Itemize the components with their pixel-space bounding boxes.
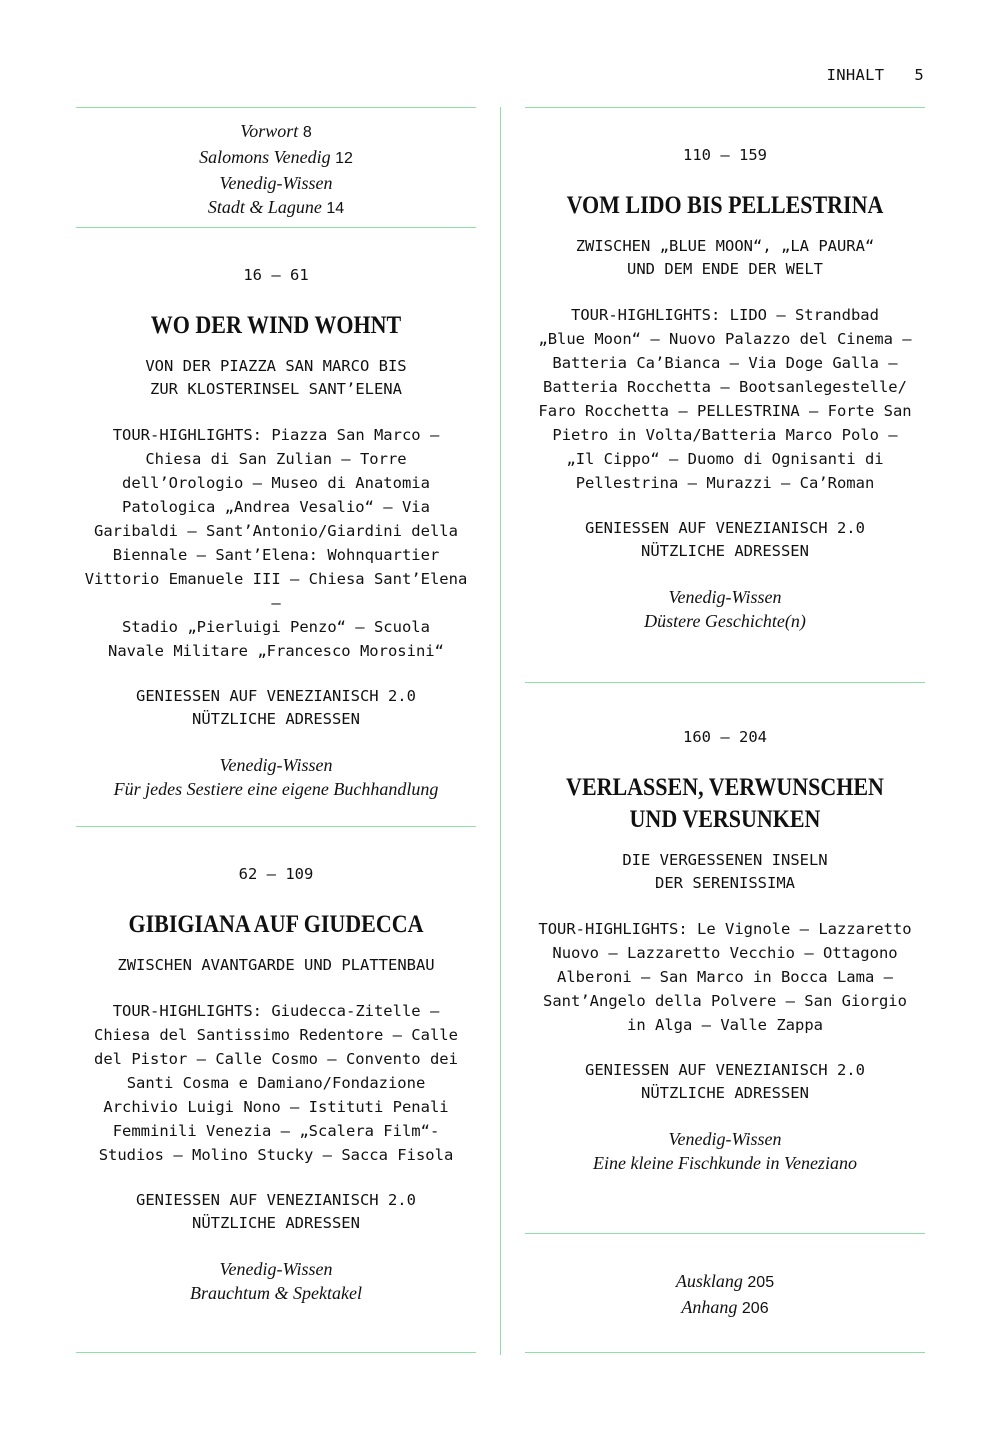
chapter-title[interactable]: VERLASSEN, VERWUNSCHEN UND VERSUNKEN <box>566 774 884 833</box>
chapter-extras: GENIESSEN AUF VENEZIANISCH 2.0 NÜTZLICHE ADRESSEN <box>136 687 416 728</box>
intro-label: Vorwort <box>240 121 299 141</box>
intro-list <box>76 119 476 221</box>
chapter-range: 160 – 204 <box>683 728 767 746</box>
chapter-subtitle: DIE VERGESSENEN INSELN DER SERENISSIMA <box>622 851 828 892</box>
outro-item[interactable] <box>525 1295 925 1321</box>
divider <box>525 1352 925 1353</box>
intro-item[interactable] <box>76 145 476 171</box>
column-divider <box>500 107 501 1355</box>
tour-highlights: TOUR-HIGHLIGHTS: Le Vignole – Lazzaretto Nuovo – Lazzaretto Vecchio – Ottagono Alberoni – San Marco in Bocca Lama – Sant’Angelo della Polvere – San Giorgio in Alga – Valle Zappa <box>538 920 912 1034</box>
intro-label: Venedig-Wissen <box>219 173 333 193</box>
intro-item[interactable] <box>76 195 476 221</box>
tour-highlights: TOUR-HIGHLIGHTS: Giudecca-Zitelle – Chiesa del Santissimo Redentore – Calle del Pistor – Calle Cosmo – Convento dei Santi Cosma e Damiano/Fondazione Archivio Luigi Nono – Istituti Penali Femminili Venezia – „Scalera Film“- Studios – Molino Stucky – Sacca Fisola <box>94 1002 458 1164</box>
intro-item[interactable] <box>76 171 476 195</box>
tour-highlights: TOUR-HIGHLIGHTS: Piazza San Marco – Chiesa di San Zulian – Torre dell’Orologio – Museo di Anatomia Patologica „Andrea Vesalio“ – Via Garibaldi – Sant’Antonio/Giardini della Biennale – Sant’Elena: Wohnquartier Vittorio Emanuele III – Chiesa Sant’Elena – Stadio „Pierluigi Penzo“ – Scuola Navale Militare „Francesco Morosini“ <box>84 426 468 660</box>
chapter-range: 110 – 159 <box>683 146 767 164</box>
chapter-range: 62 – 109 <box>238 865 314 883</box>
outro-page: 206 <box>741 1300 769 1317</box>
chapter-4 <box>525 728 925 1175</box>
outro-page: 205 <box>747 1274 775 1291</box>
intro-label: Stadt & Lagune <box>207 197 322 217</box>
chapter-title[interactable]: VOM LIDO BIS PELLESTRINA <box>566 192 884 219</box>
chapter-range: 16 – 61 <box>243 266 309 284</box>
chapter-2 <box>76 865 476 1305</box>
chapter-title[interactable]: WO DER WIND WOHNT <box>150 312 402 339</box>
intro-item[interactable] <box>76 119 476 145</box>
chapter-extras: GENIESSEN AUF VENEZIANISCH 2.0 NÜTZLICHE ADRESSEN <box>585 519 865 560</box>
outro-label: Anhang <box>681 1297 738 1317</box>
outro-list <box>525 1269 925 1321</box>
wissen-label: Venedig-Wissen <box>219 755 333 775</box>
divider <box>76 227 476 228</box>
intro-label: Salomons Venedig <box>199 147 331 167</box>
chapter-title[interactable]: GIBIGIANA AUF GIUDECCA <box>128 911 424 938</box>
outro-label: Ausklang <box>675 1271 743 1291</box>
chapter-extras: GENIESSEN AUF VENEZIANISCH 2.0 NÜTZLICHE ADRESSEN <box>136 1191 416 1232</box>
tour-highlights: TOUR-HIGHLIGHTS: LIDO – Strandbad „Blue Moon“ – Nuovo Palazzo del Cinema – Batteria Ca’Bianca – Via Doge Galla – Batteria Rocchetta – Bootsanlegestelle/ Faro Rocchetta – PELLESTRINA – Forte San Pietro in Volta/Batteria Marco Polo – „Il Cippo“ – Duomo di Ognisanti di Pellestrina – Murazzi – Ca’Roman <box>538 306 912 492</box>
chapter-subtitle: ZWISCHEN „BLUE MOON“, „LA PAURA“ UND DEM ENDE DER WELT <box>575 237 875 278</box>
divider <box>525 107 925 108</box>
chapter-subtitle: ZWISCHEN AVANTGARDE UND PLATTENBAU <box>117 956 435 974</box>
wissen-title: Für jedes Sestiere eine eigene Buchhandlung <box>113 779 439 799</box>
divider <box>525 682 925 683</box>
intro-page: 8 <box>302 124 312 141</box>
header-section: INHALT <box>826 66 885 84</box>
divider <box>525 1233 925 1234</box>
wissen-title: Düstere Geschichte(n) <box>644 611 806 631</box>
page-number: 5 <box>914 66 924 84</box>
divider <box>76 107 476 108</box>
divider <box>76 826 476 827</box>
chapter-subtitle: VON DER PIAZZA SAN MARCO BIS ZUR KLOSTERINSEL SANT’ELENA <box>145 357 407 398</box>
chapter-extras: GENIESSEN AUF VENEZIANISCH 2.0 NÜTZLICHE ADRESSEN <box>585 1061 865 1102</box>
chapter-1 <box>76 266 476 801</box>
intro-page: 14 <box>326 200 345 217</box>
intro-page: 12 <box>335 150 353 167</box>
outro-item[interactable] <box>525 1269 925 1295</box>
wissen-label: Venedig-Wissen <box>668 1129 782 1149</box>
wissen-label: Venedig-Wissen <box>668 587 782 607</box>
wissen-label: Venedig-Wissen <box>219 1259 333 1279</box>
divider <box>76 1352 476 1353</box>
running-header <box>797 66 924 84</box>
wissen-title: Brauchtum & Spektakel <box>190 1283 362 1303</box>
wissen-title: Eine kleine Fischkunde in Veneziano <box>593 1153 857 1173</box>
chapter-3 <box>525 146 925 633</box>
